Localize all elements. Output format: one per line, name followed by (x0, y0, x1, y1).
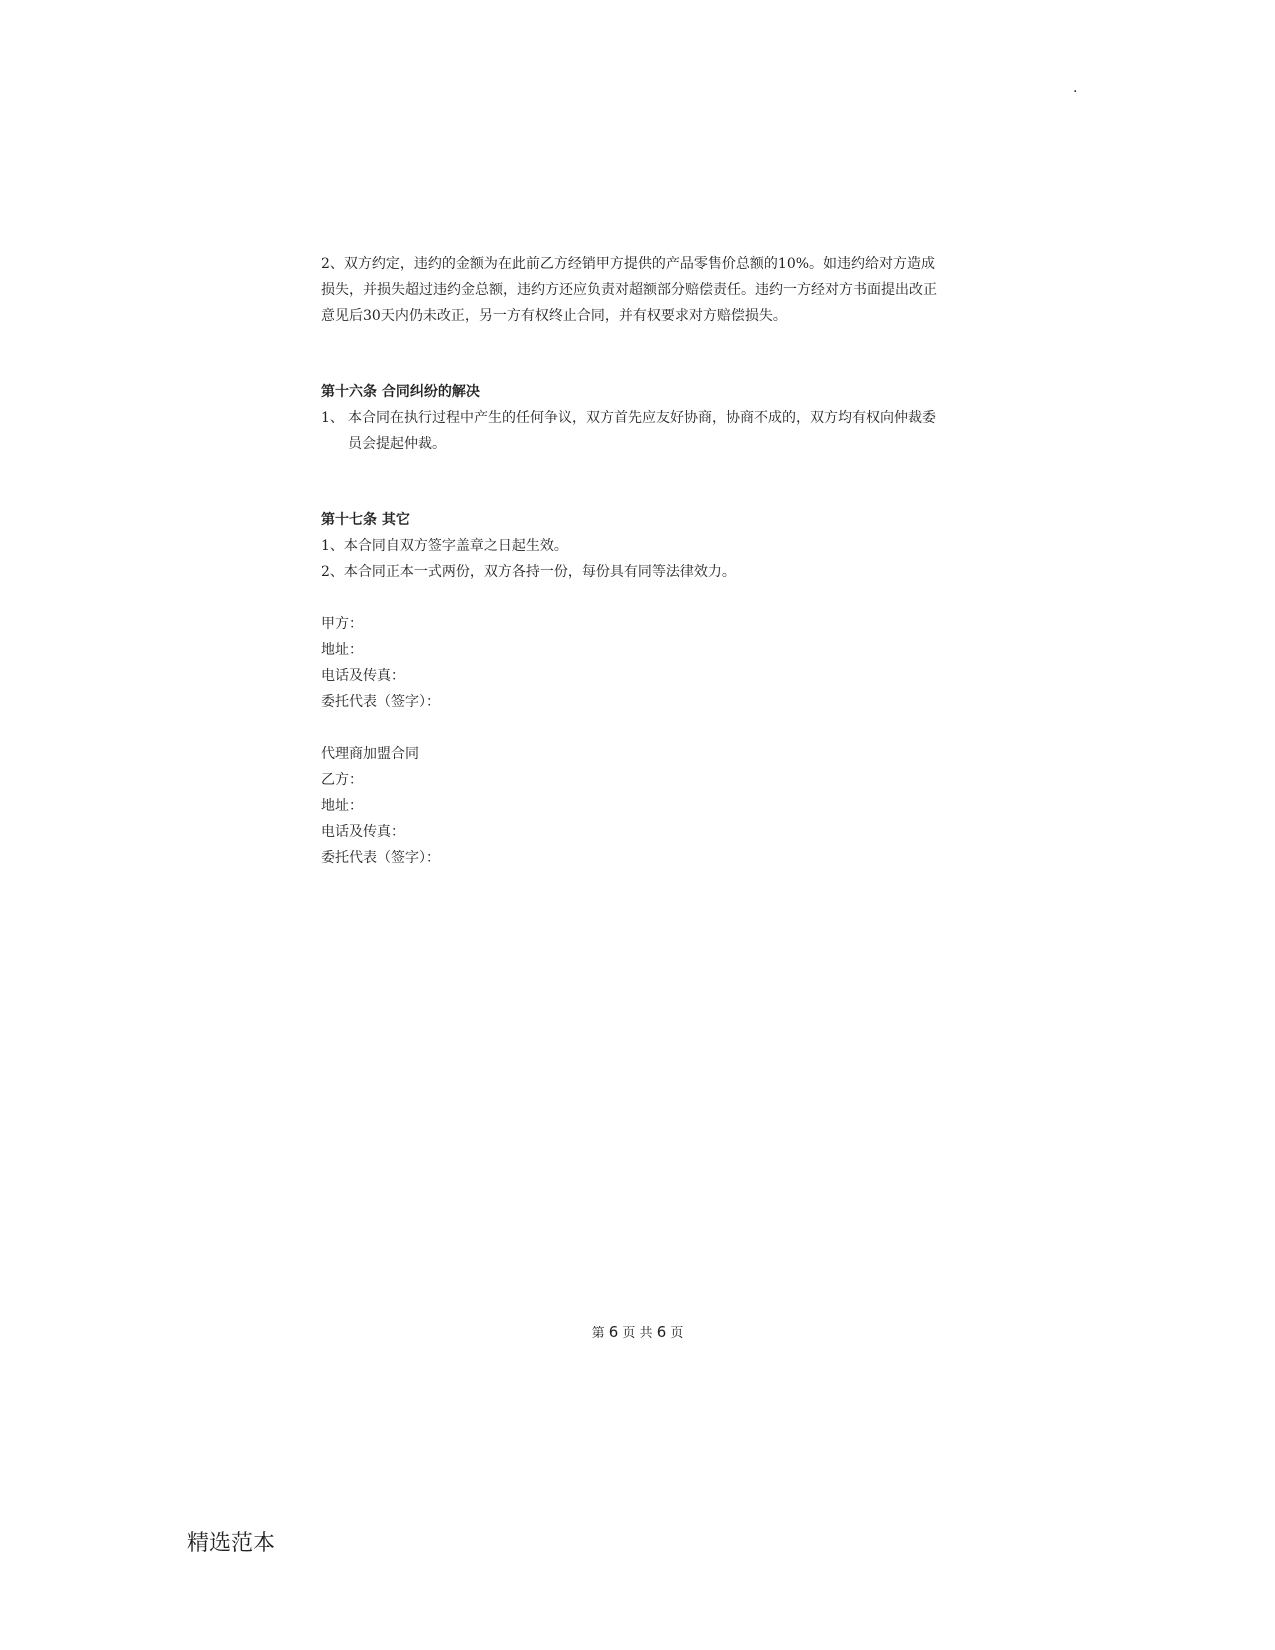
spacer (321, 585, 941, 611)
spacer (321, 457, 941, 507)
party-b-block (321, 741, 941, 871)
document-body (321, 251, 941, 871)
clause-16-item-1 (321, 405, 941, 457)
clause-17-item-1: 1、本合同自双方签字盖章之日起生效。 (321, 538, 568, 554)
page-middle-text: 页 共 (622, 1326, 653, 1341)
clause-16-heading: 第十六条 合同纠纷的解决 (321, 384, 480, 400)
spacer (321, 715, 941, 741)
total-pages-number: 6 (656, 1323, 667, 1341)
page-suffix: 页 (670, 1326, 684, 1341)
clause-15-item-2: 2、双方约定，违约的金额为在此前乙方经销甲方提供的产品零售价总额的10%。如违约给对方造成损失，并损失超过违约金总额，违约方还应负责对超额部分赔偿责任。违约一方经对方书面提出改正意见后30天内仍未改正，另一方有权终止合同，并有权要求对方赔偿损失。 (321, 256, 937, 324)
party-a-rep-label: 委托代表（签字）： (321, 694, 440, 710)
page-prefix: 第 (591, 1326, 605, 1341)
clause-17-heading: 第十七条 其它 (321, 512, 410, 528)
page-number-footer (0, 1322, 1275, 1344)
party-b-rep-label: 委托代表（签字）： (321, 850, 440, 866)
spacer (321, 329, 941, 379)
current-page-number: 6 (608, 1323, 619, 1341)
party-a-name-label: 甲方： (321, 616, 363, 632)
party-a-address-label: 地址： (321, 642, 363, 658)
party-b-phone-label: 电话及传真： (321, 824, 405, 840)
list-text: 本合同在执行过程中产生的任何争议，双方首先应友好协商，协商不成的，双方均有权向仲裁委员会提起仲裁。 (348, 410, 936, 452)
party-a-block (321, 611, 941, 715)
list-number: 1、 (321, 410, 344, 426)
watermark-text: 精选范本 (187, 1531, 276, 1556)
contract-title: 代理商加盟合同 (321, 746, 419, 762)
party-b-address-label: 地址： (321, 798, 363, 814)
party-a-phone-label: 电话及传真： (321, 668, 405, 684)
party-b-name-label: 乙方： (321, 772, 363, 788)
clause-17-item-2: 2、本合同正本一式两份，双方各持一份，每份具有同等法律效力。 (321, 564, 736, 580)
header-mark: . (1073, 80, 1078, 96)
